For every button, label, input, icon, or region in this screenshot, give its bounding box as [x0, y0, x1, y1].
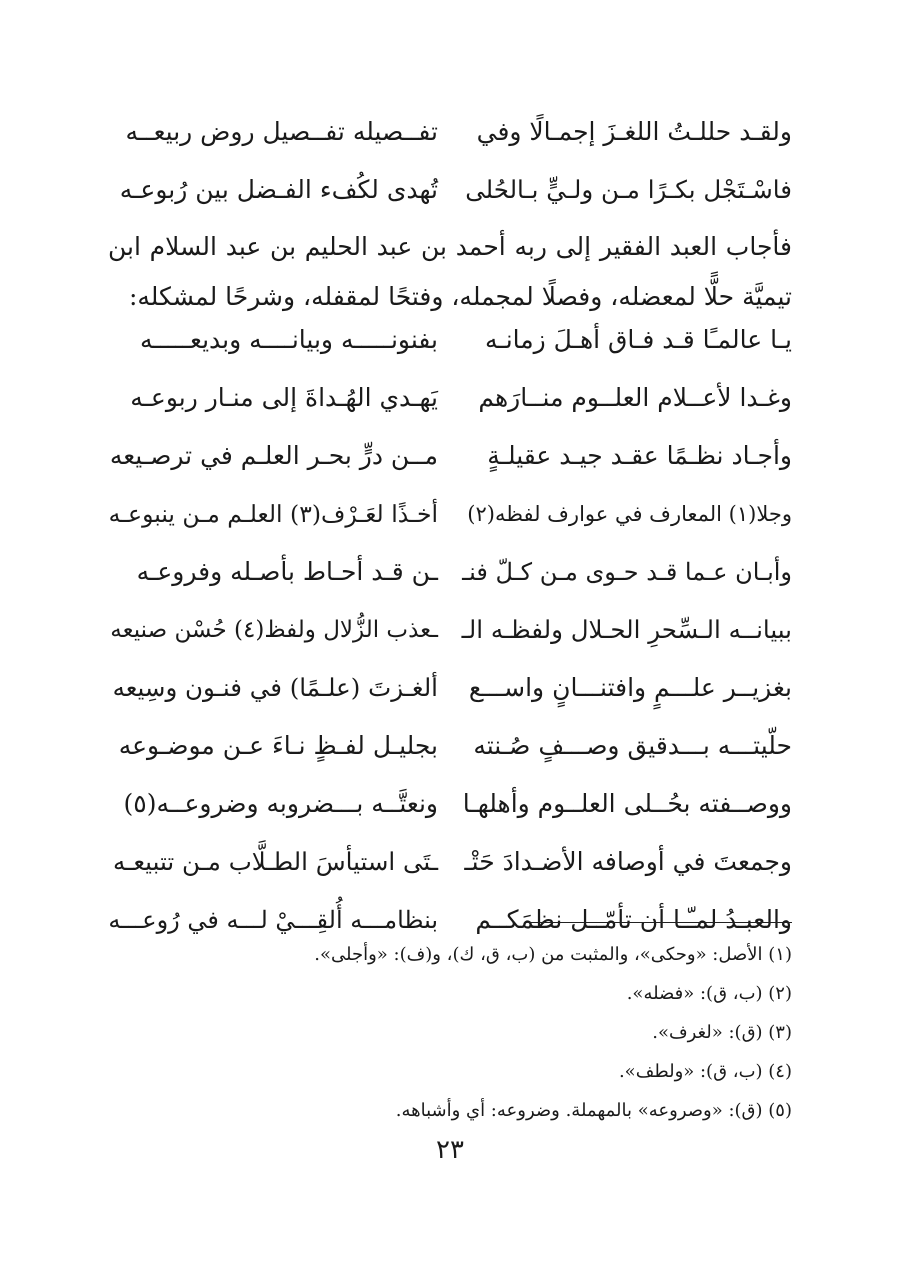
first-hemistich: ببيانــه الـسِّحرِ الحـلال ولفظـه الـ	[461, 615, 792, 644]
first-hemistich: حلّيتـــه بـــدقيق وصـــفٍ صُـنته	[473, 731, 792, 760]
second-hemistich: بفنونـــــه وبيانــــه وبديعـــــه	[140, 325, 438, 354]
second-hemistich: ونعتَّــه بـــضروبه وضروعــه(٥)	[123, 789, 438, 818]
verse-line	[108, 320, 792, 378]
prose-paragraph: فأجاب العبد الفقير إلى ربه أحمد بن عبد الحليم بن عبد السلام ابن تيميَّة حلًّا لمعضله، وفصلًا لمجمله، وفتحًا لمقفله، وشرحًا لمشكله:	[108, 232, 792, 311]
second-hemistich: تُهدى لكُفء الفـضل بين رُبوعـه	[119, 175, 438, 204]
footnote: (٢) (ب، ق): «فضله».	[626, 983, 792, 1004]
second-hemistich: مــن درٍّ بحـر العلـم في ترصـيعه	[109, 441, 438, 470]
verse-line	[108, 436, 792, 494]
second-hemistich: بنظامـــه أُلقِـــيْ لـــه في رُوعـــه	[108, 906, 438, 934]
first-hemistich: بغزيــر علـــمٍ وافتنـــانٍ واســـع	[468, 673, 792, 702]
second-hemistich: تفــصيله تفــصيل روض ربيعــه	[125, 117, 438, 146]
first-hemistich: والعبـدُ لمـّـا أن تأمّــل نظمَكــم	[475, 905, 792, 934]
second-hemistich: ـن قـد أحـاط بأصـله وفروعـه	[136, 557, 438, 586]
page-number: ٢٣	[436, 1135, 464, 1165]
verse-line	[108, 494, 792, 552]
verse-line	[108, 726, 792, 784]
first-hemistich: وجمعتَ في أوصافه الأضـدادَ حَتْـ	[464, 847, 792, 876]
second-hemistich: ـعذب الزُّلال ولفظ(٤) حُسْن صنيعه	[110, 617, 438, 643]
first-hemistich: ووصــفته بحُــلى العلــوم وأهلهـا	[462, 789, 792, 818]
first-hemistich: وغـدا لأعــلام العلــوم منــارَهم	[478, 383, 792, 412]
verse-line	[108, 668, 792, 726]
footnote: (١) الأصل: «وحكى»، والمثبت من (ب، ق، ك)، و(ف): «وأجلى».	[314, 944, 792, 965]
second-hemistich: أخـذًا لعَـرْف(٣) العلـم مـن ينبوعـه	[108, 500, 438, 528]
footnotes	[108, 935, 792, 1130]
verse-line	[108, 112, 792, 170]
first-hemistich: وأبـان عـما قـد حـوى مـن كـلّ فنـ	[462, 558, 792, 586]
poem-verses	[108, 320, 792, 958]
verse-line	[108, 552, 792, 610]
top-verses	[108, 112, 792, 228]
footnote: (٤) (ب، ق): «ولطف».	[618, 1061, 792, 1082]
footnote: (٥) (ق): «وصروعه» بالمهملة. وضروعه: أي وأشباهه.	[395, 1100, 792, 1121]
first-hemistich: وأجـاد نظـمًا عقـد جيـد عقيلـةٍ	[487, 441, 792, 470]
verse-line	[108, 784, 792, 842]
footnote: (٣) (ق): «لغرف».	[652, 1022, 792, 1043]
verse-line	[108, 610, 792, 668]
footnote-divider	[528, 922, 792, 923]
second-hemistich: ـتَى استيأسَ الطـلَّاب مـن تتبيعـه	[113, 847, 438, 876]
verse-line	[108, 170, 792, 228]
verse-line	[108, 842, 792, 900]
first-hemistich: ولقـد حللـتُ اللغـزَ إجمـالًا وفي	[476, 117, 792, 146]
second-hemistich: بجليـل لفـظٍ نـاءَ عـن موضـوعه	[118, 731, 438, 760]
second-hemistich: يَهـدي الهُـداةَ إلى منـار ربوعـه	[130, 383, 438, 412]
verse-line	[108, 378, 792, 436]
first-hemistich: يـا عالمـًا قـد فـاق أهـلَ زمانـه	[484, 325, 792, 354]
second-hemistich: ألغـزتَ (علـمًا) في فنـون وسِيعه	[112, 673, 438, 702]
first-hemistich: فاسْـتَجْل بكـرًا مـن ولـيٍّ بـالحُلى	[465, 175, 792, 204]
first-hemistich: وجلا(١) المعارف في عوارف لفظه(٢)	[467, 502, 792, 526]
